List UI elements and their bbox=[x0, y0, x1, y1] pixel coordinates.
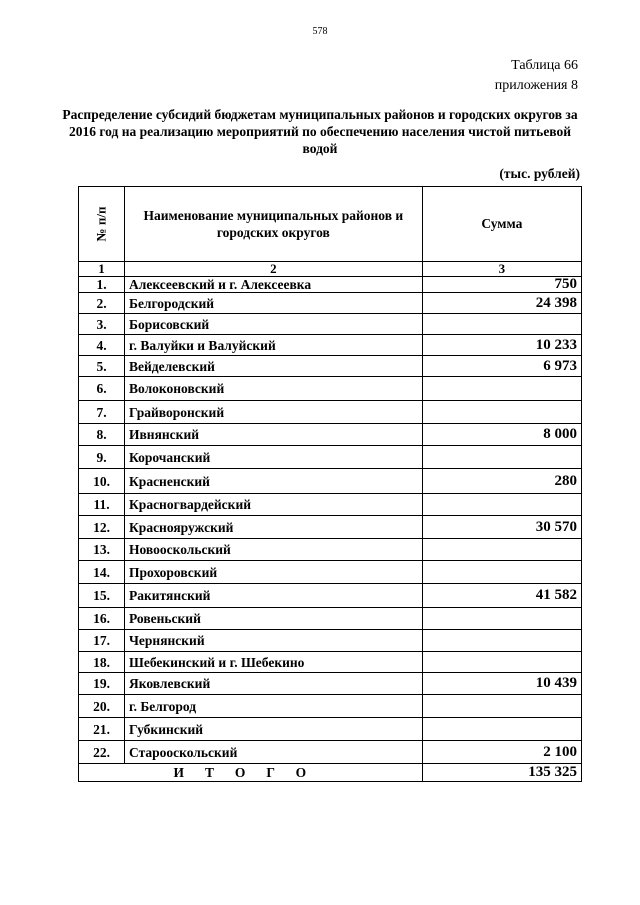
table-row bbox=[79, 469, 582, 494]
row-sum: 280 bbox=[422, 469, 581, 494]
row-name: Корочанский bbox=[125, 446, 423, 469]
header-name: Наименование муниципальных районов и городских округов bbox=[125, 187, 423, 262]
column-index: 1 bbox=[79, 262, 125, 277]
table-row bbox=[79, 608, 582, 630]
table-row bbox=[79, 718, 582, 741]
row-name: Новооскольский bbox=[125, 539, 423, 561]
row-name: Красненский bbox=[125, 469, 423, 494]
row-number: 16. bbox=[79, 608, 125, 630]
table-row bbox=[79, 539, 582, 561]
row-name: Ивнянский bbox=[125, 424, 423, 446]
table-row bbox=[79, 356, 582, 377]
row-name: Шебекинский и г. Шебекино bbox=[125, 652, 423, 673]
table-row bbox=[79, 401, 582, 424]
total-label bbox=[79, 764, 423, 782]
total-label-text: ИТОГО bbox=[173, 764, 328, 780]
table-row bbox=[79, 630, 582, 652]
row-number: 21. bbox=[79, 718, 125, 741]
row-sum bbox=[422, 314, 581, 335]
document-title: Распределение субсидий бюджетам муниципальных районов и городских округов за 2016 год на реализацию мероприятий по обеспечению населения чистой питьевой водой bbox=[62, 107, 578, 156]
row-sum: 10 439 bbox=[422, 673, 581, 695]
header-sum: Сумма bbox=[422, 187, 581, 262]
row-number: 11. bbox=[79, 494, 125, 516]
row-name: Чернянский bbox=[125, 630, 423, 652]
row-number: 8. bbox=[79, 424, 125, 446]
row-number: 17. bbox=[79, 630, 125, 652]
row-number: 10. bbox=[79, 469, 125, 494]
column-index-row bbox=[79, 262, 582, 277]
row-number: 15. bbox=[79, 584, 125, 608]
row-sum bbox=[422, 494, 581, 516]
row-name: Борисовский bbox=[125, 314, 423, 335]
row-name: г. Валуйки и Валуйский bbox=[125, 335, 423, 356]
row-sum: 30 570 bbox=[422, 516, 581, 539]
row-sum bbox=[422, 630, 581, 652]
row-number: 9. bbox=[79, 446, 125, 469]
row-number: 4. bbox=[79, 335, 125, 356]
row-number: 1. bbox=[79, 277, 125, 293]
row-sum: 6 973 bbox=[422, 356, 581, 377]
row-number: 18. bbox=[79, 652, 125, 673]
row-name: Яковлевский bbox=[125, 673, 423, 695]
header-number-label: № п/п bbox=[93, 206, 109, 242]
units-label: (тыс. рублей) bbox=[499, 166, 580, 181]
table-row bbox=[79, 516, 582, 539]
table-row bbox=[79, 277, 582, 293]
page-number: 578 bbox=[312, 26, 328, 37]
table-row bbox=[79, 377, 582, 401]
table-number: Таблица 66 bbox=[511, 58, 578, 73]
row-name: Прохоровский bbox=[125, 561, 423, 584]
subsidy-table bbox=[78, 186, 582, 782]
row-sum bbox=[422, 695, 581, 718]
table-row bbox=[79, 673, 582, 695]
row-number: 12. bbox=[79, 516, 125, 539]
table-row bbox=[79, 695, 582, 718]
column-index: 2 bbox=[125, 262, 423, 277]
table-row bbox=[79, 494, 582, 516]
row-number: 20. bbox=[79, 695, 125, 718]
row-number: 3. bbox=[79, 314, 125, 335]
table-row bbox=[79, 314, 582, 335]
row-number: 19. bbox=[79, 673, 125, 695]
header-row bbox=[79, 187, 582, 262]
row-name: Ровеньский bbox=[125, 608, 423, 630]
table-row bbox=[79, 584, 582, 608]
row-number: 13. bbox=[79, 539, 125, 561]
row-sum: 24 398 bbox=[422, 293, 581, 314]
row-name: Красногвардейский bbox=[125, 494, 423, 516]
row-name: Ракитянский bbox=[125, 584, 423, 608]
row-name: Старооскольский bbox=[125, 741, 423, 764]
row-number: 2. bbox=[79, 293, 125, 314]
table-row bbox=[79, 293, 582, 314]
row-name: Краснояружский bbox=[125, 516, 423, 539]
row-number: 6. bbox=[79, 377, 125, 401]
row-sum bbox=[422, 718, 581, 741]
table-caption bbox=[495, 56, 578, 96]
table-row bbox=[79, 561, 582, 584]
row-sum bbox=[422, 608, 581, 630]
row-number: 22. bbox=[79, 741, 125, 764]
table-row bbox=[79, 652, 582, 673]
header-number bbox=[79, 187, 125, 262]
table-row bbox=[79, 335, 582, 356]
row-sum bbox=[422, 377, 581, 401]
column-index: 3 bbox=[422, 262, 581, 277]
table-row bbox=[79, 424, 582, 446]
row-name: Вейделевский bbox=[125, 356, 423, 377]
row-name: Белгородский bbox=[125, 293, 423, 314]
row-name: Губкинский bbox=[125, 718, 423, 741]
row-sum bbox=[422, 652, 581, 673]
row-sum: 8 000 bbox=[422, 424, 581, 446]
total-row bbox=[79, 764, 582, 782]
row-sum bbox=[422, 446, 581, 469]
row-sum: 2 100 bbox=[422, 741, 581, 764]
row-sum bbox=[422, 401, 581, 424]
total-sum: 135 325 bbox=[422, 764, 581, 782]
row-name: Грайворонский bbox=[125, 401, 423, 424]
row-sum bbox=[422, 561, 581, 584]
table-row bbox=[79, 741, 582, 764]
row-name: г. Белгород bbox=[125, 695, 423, 718]
table-row bbox=[79, 446, 582, 469]
row-sum: 750 bbox=[422, 277, 581, 293]
row-number: 14. bbox=[79, 561, 125, 584]
row-sum bbox=[422, 539, 581, 561]
row-sum: 10 233 bbox=[422, 335, 581, 356]
appendix-ref: приложения 8 bbox=[494, 78, 578, 93]
row-name: Алексеевский и г. Алексеевка bbox=[125, 277, 423, 293]
row-sum: 41 582 bbox=[422, 584, 581, 608]
row-number: 5. bbox=[79, 356, 125, 377]
row-number: 7. bbox=[79, 401, 125, 424]
row-name: Волоконовский bbox=[125, 377, 423, 401]
